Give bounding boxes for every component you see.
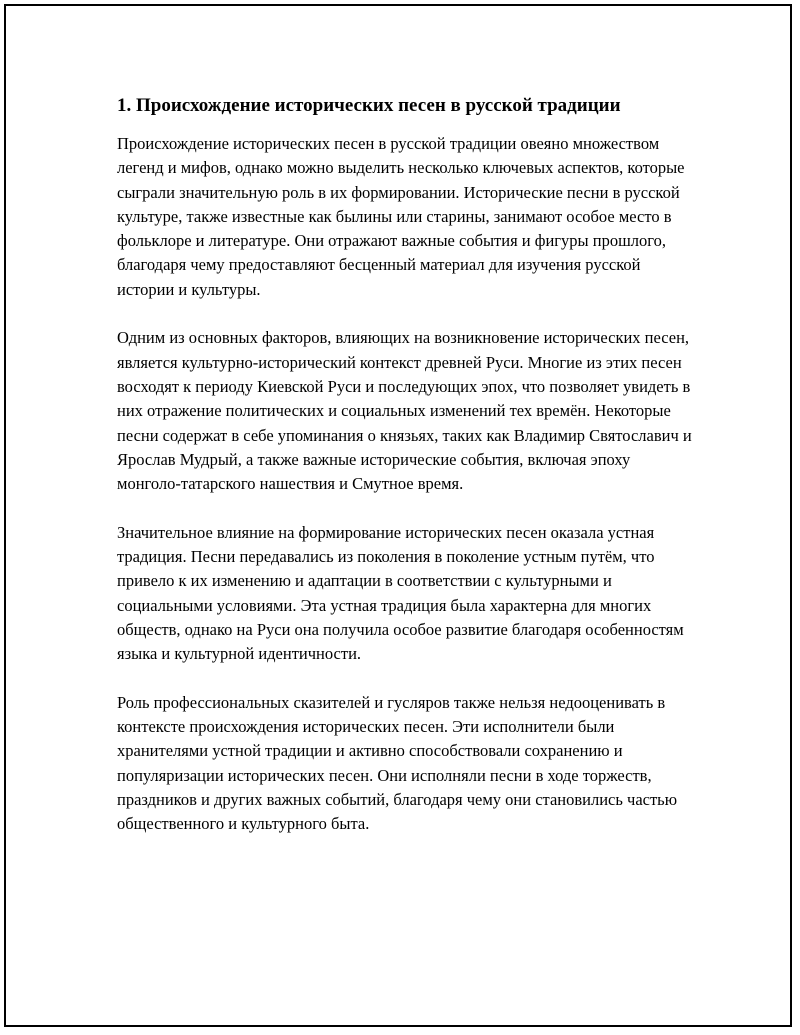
document-body (117, 92, 697, 861)
paragraph-3: Значительное влияние на формирование исторических песен оказала устная традиция. Песни передавались из поколения в поколение устным путём, что привело к их изменению и адаптации в соответствии с культурными и социальными условиями. Эта устная традиция была характерна для многих обществ, однако на Руси она получила особое развитие благодаря особенностям языка и культурной идентичности. (117, 522, 684, 664)
paragraph-1: Происхождение исторических песен в русской традиции овеяно множеством легенд и мифов, однако можно выделить несколько ключевых аспектов, которые сыграли значительную роль в их формировании. Исторические песни в русской культуре, также известные как былины или старины, занимают особое место в фольклоре и литературе. Они отражают важные события и фигуры прошлого, благодаря чему предоставляют бесценный материал для изучения русской истории и культуры. (117, 134, 685, 299)
paragraph-2: Одним из основных факторов, влияющих на возникновение исторических песен, является культурно-исторический контекст древней Руси. Многие из этих песен восходят к периоду Киевской Руси и последующих эпох, что позволяет увидеть в них отражение политических и социальных изменений тех времён. Некоторые песни содержат в себе упоминания о князьях, таких как Владимир Святославич и Ярослав Мудрый, а также важные исторические события, включая эпоху монголо-татарского нашествия и Смутное время. (117, 328, 692, 494)
paragraph-4: Роль профессиональных сказителей и гусляров также нельзя недооценивать в контексте происхождения исторических песен. Эти исполнители были хранителями устной традиции и активно способствовали сохранению и популяризации исторических песен. Они исполняли песни в ходе торжеств, праздников и других важных событий, благодаря чему они становились частью общественного и культурного быта. (117, 692, 678, 834)
section-heading: 1. Происхождение исторических песен в русской традиции (117, 95, 621, 116)
